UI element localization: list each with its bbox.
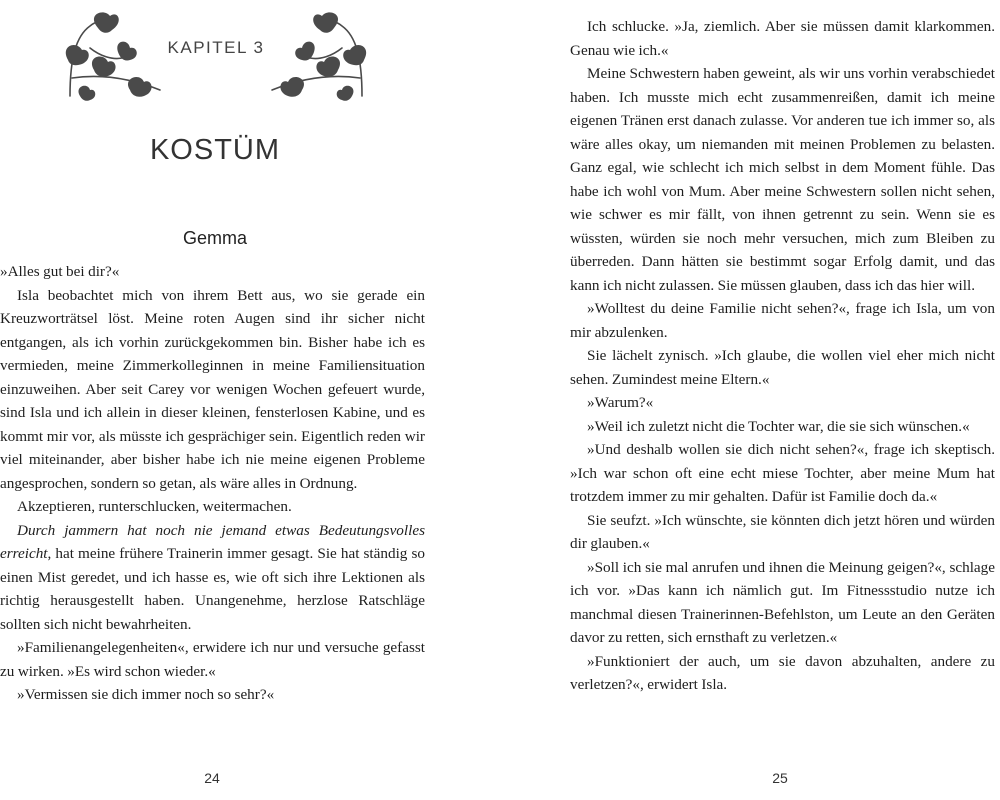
page-number: 24 — [204, 770, 220, 786]
paragraph: Akzeptieren, runterschlucken, weitermachen. — [17, 498, 292, 515]
paragraph: »Vermissen sie dich immer noch so sehr?« — [17, 686, 275, 703]
left-page — [0, 0, 430, 800]
paragraph: »Warum?« — [587, 394, 654, 411]
paragraph: »Und deshalb wollen sie dich nicht sehen?«, frage ich skeptisch. »Ich war schon oft eine echt miese Tochter, aber meine Mum hat trotzdem immer zu mir gehalten. Dafür ist Familie doch da.« — [570, 441, 995, 505]
paragraph — [0, 519, 425, 637]
paragraph: Sie seufzt. »Ich wünschte, sie könnten dich jetzt hören und würden dir glauben.« — [570, 511, 995, 552]
chapter-number: KAPITEL 3 — [167, 38, 265, 57]
paragraph: »Funktioniert der auch, um sie davon abzuhalten, andere zu verletzen?«, erwidert Isla. — [570, 652, 995, 693]
chapter-title: KOSTÜM — [149, 134, 281, 166]
paragraph: Ich schlucke. »Ja, ziemlich. Aber sie müssen damit klarkommen. Genau wie ich.« — [570, 18, 995, 59]
paragraph: Sie lächelt zynisch. »Ich glaube, die wollen viel eher mich nicht sehen. Zumindest meine Eltern.« — [570, 347, 995, 388]
paragraph: »Familienangelegenheiten«, erwidere ich nur und versuche gefasst zu wirken. »Es wird schon wieder.« — [0, 639, 425, 680]
paragraph: Meine Schwestern haben geweint, als wir uns vorhin verabschiedet haben. Ich musste mich echt zusammenreißen, damit ich meine eigenen Tränen erst danach zulasse. Vor anderen tue ich immer so, als wäre alles okay, um niemanden mit meinen Problemen zu belasten. Ganz egal, wie schlecht ich mich selbst in dem Moment fühle. Das habe ich wohl von Mum. Aber meine Schwestern sollen nicht sehen, wie schwer es mir fällt, von ihnen getrennt zu sein. Wenn sie es wüssten, würden sie noch mehr versuchen, mich zum Bleiben zu überreden. Dann hätten sie bestimmt sogar Erfolg damit, und das kann ich nicht zulassen. Sie müssen glauben, dass ich das hier will. — [570, 65, 995, 294]
left-page-body — [0, 260, 425, 707]
pov-character-name: Gemma — [182, 228, 247, 248]
page-number: 25 — [772, 770, 788, 786]
paragraph: »Weil ich zuletzt nicht die Tochter war, die sie sich wünschen.« — [587, 417, 970, 435]
paragraph: »Wolltest du deine Familie nicht sehen?«, frage ich Isla, um von mir abzulenken. — [570, 300, 995, 341]
paragraph: Isla beobachtet mich von ihrem Bett aus, wo sie gerade ein Kreuzworträtsel löst. Meine roten Augen sind ihr sicher nicht entgangen, als ich vorhin zurückgekommen bin. Bisher habe ich es vermieden, meine Zimmerkolleginnen in meine Familiensituation einzuweihen. Aber seit Carey vor wenigen Wochen gefeuert wurde, sind Isla und ich allein in dieser kleinen, fensterlosen Kabine, und es kommt mir vor, als müsste ich gesprächiger sein. Eigentlich reden wir viel miteinander, aber bisher habe ich nie meine eigenen Probleme angesprochen, sondern so getan, als wäre alles in Ordnung. — [0, 286, 425, 492]
right-page — [558, 0, 998, 800]
italic-quote: Durch jammern hat noch nie jemand etwas Bedeutungsvolles erreicht — [0, 521, 425, 562]
right-page-body — [570, 15, 995, 697]
paragraph-continuation: , hat meine frühere Trainerin immer gesagt. Sie hat ständig so einen Mist geredet, und ich hasse es, wie oft sich ihre Lektionen als richtig herausgestellt haben. Unangenehme, herzlose Ratschläge sollten sich nicht bewahrheiten. — [0, 545, 425, 633]
paragraph: »Soll ich sie mal anrufen und ihnen die Meinung geigen?«, schlage ich vor. »Das kann ich nämlich gut. Im Fitnessstudio nutze ich manchmal diesen Trainerinnen-Befehlston, um Leute an den Geräten davor zu retten, sich ernsthaft zu verletzen.« — [570, 558, 995, 646]
paragraph: »Alles gut bei dir?« — [0, 263, 120, 280]
